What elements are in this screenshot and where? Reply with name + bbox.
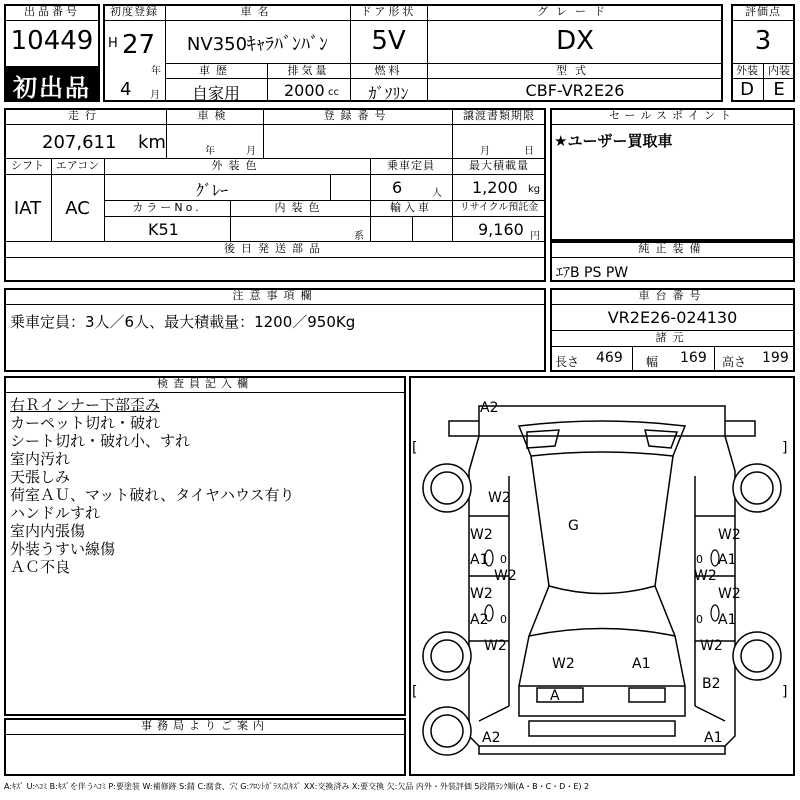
capacity: 6: [392, 178, 403, 197]
capacity-label: 乗車定員: [387, 159, 435, 172]
displacement-unit: cc: [328, 87, 339, 98]
damage-label: A1: [718, 612, 737, 628]
damage-label: A1: [632, 656, 651, 672]
office-label: 事務局よりご案内: [141, 719, 269, 732]
exterior-grade: D: [740, 79, 754, 100]
color-no-label: カラーNo.: [132, 201, 202, 214]
damage-label: ]: [782, 440, 788, 456]
inspector-label: 検査員記入欄: [157, 377, 253, 390]
fuel-label: 燃料: [374, 64, 403, 77]
shift-label: シフト: [11, 159, 44, 172]
notes: 乗車定員：3人／6人、最大積載量：1200／950Kg: [10, 313, 356, 331]
equipment: ｴｱB PS PW: [556, 265, 629, 281]
chassis-number: VR2E26-024130: [607, 308, 738, 327]
inspector-line: 外装うすい線傷: [10, 540, 116, 558]
mileage: 207,611: [42, 132, 117, 153]
mileage-label: 走行: [68, 109, 102, 122]
shift: IAT: [13, 198, 42, 219]
transfer-day-unit: 日: [524, 146, 534, 157]
first-listing-text: 初出品: [13, 74, 91, 102]
history-label: 車歴: [199, 64, 233, 77]
era: H: [108, 36, 118, 51]
damage-label: W2: [470, 527, 493, 543]
damage-label: [: [412, 684, 418, 700]
damage-label: 0: [696, 553, 703, 566]
damage-label: A2: [482, 730, 501, 746]
length: 469: [596, 350, 623, 366]
inspector-line: 室内汚れ: [10, 450, 71, 468]
recycle: 9,160: [478, 220, 524, 239]
inspector-line: 荷室ＡＵ、マット破れ、タイヤハウス有り: [10, 486, 295, 504]
car-name-label: 車名: [240, 5, 275, 18]
damage-label: A1: [704, 730, 723, 746]
score: 3: [754, 26, 772, 56]
damage-label: ]: [782, 684, 788, 700]
damage-label: B2: [702, 676, 721, 692]
later-parts-label: 後日発送部品: [224, 242, 326, 255]
model-code: CBF-VR2E26: [525, 81, 625, 100]
mileage-unit: km: [138, 132, 166, 153]
reg-year: 27: [122, 30, 156, 60]
door-type: 5V: [371, 26, 406, 56]
damage-label: W2: [718, 586, 741, 602]
grade: DX: [556, 26, 594, 56]
damage-label: A1: [470, 552, 489, 568]
model-code-label: 型式: [556, 64, 594, 77]
first-reg-label: 初度登録: [110, 5, 158, 18]
inspector-line: ＡＣ不良: [10, 558, 71, 576]
history: 自家用: [191, 84, 240, 103]
damage-label: W2: [694, 568, 717, 584]
max-load: 1,200: [472, 178, 518, 197]
damage-label: A1: [718, 552, 737, 568]
equipment-label: 純正装備: [638, 242, 707, 255]
damage-label: W2: [488, 490, 511, 506]
damage-label: A2: [470, 612, 489, 628]
import-label: 輸入車: [390, 201, 432, 214]
capacity-unit: 人: [432, 188, 442, 199]
damage-label: W2: [718, 527, 741, 543]
car-name: NV350ｷｬﾗﾊﾞﾝﾊﾞﾝ: [186, 34, 329, 55]
damage-label: 0: [500, 613, 507, 626]
interior-label: 内装: [768, 64, 790, 77]
damage-label: A2: [480, 400, 499, 416]
inspector-line: ハンドルすれ: [10, 504, 101, 522]
inspector-line: シート切れ・破れ小、すれ: [10, 432, 191, 450]
int-color-unit: 系: [354, 231, 364, 242]
inspection-year-unit: 年: [205, 146, 215, 157]
damage-label: A: [550, 688, 560, 704]
grade-label: グレード: [537, 5, 613, 18]
width-label: 幅: [646, 355, 659, 369]
inspector-line: 右Ｒインナー下部歪み: [10, 396, 161, 414]
max-load-label: 最大積載量: [469, 159, 529, 172]
recycle-label: リサイクル預託金: [459, 202, 539, 213]
reg-month: 4: [120, 79, 132, 100]
width: 169: [680, 350, 707, 366]
month-unit: 月: [150, 90, 160, 101]
sales-point: ★ユーザー買取車: [554, 132, 673, 150]
inspection-month-unit: 月: [246, 146, 256, 157]
displacement-label: 排気量: [287, 64, 330, 77]
inspector-line: 天張しみ: [10, 468, 71, 486]
fuel: ｶﾞｿﾘﾝ: [368, 84, 409, 103]
notes-label: 注意事項欄: [232, 289, 318, 302]
int-color-label: 内装色: [274, 201, 326, 214]
chassis-label: 車台番号: [638, 289, 707, 302]
damage-label: W2: [470, 586, 493, 602]
inspector-notes: [10, 396, 295, 576]
lot-number-label: 出品番号: [24, 5, 80, 18]
ac-label: エアコン: [55, 159, 100, 172]
inspector-line: 室内内張傷: [10, 522, 86, 540]
legend: A:ｷｽﾞ U:ﾍｺﾐ B:ｷｽﾞを伴うﾍｺﾐ P:要塗装 W:補修跡 S:錆 C:腐食、穴 G:ﾌﾛﾝﾄｶﾞﾗｽ点ｷｽﾞ XX:交換済み X:要交換 欠:欠品 内外・外装評価 5段階ﾗﾝｸ順(A・B・C・D・E) 2: [4, 782, 590, 791]
year-unit: 年: [151, 66, 161, 77]
ext-color: ｸﾞﾚｰ: [196, 181, 229, 200]
door-label: ドア形状: [360, 5, 417, 18]
length-label: 長さ: [555, 355, 580, 369]
damage-label: G: [568, 518, 579, 534]
ext-color-label: 外装色: [211, 159, 263, 172]
damage-label: 0: [696, 613, 703, 626]
transfer-month-unit: 月: [480, 146, 490, 157]
color-no: K51: [148, 220, 179, 239]
exterior-label: 外装: [736, 64, 758, 77]
lot-number: 10449: [10, 26, 94, 56]
inspection-label: 車検: [197, 109, 232, 122]
height: 199: [762, 350, 789, 366]
interior-grade: E: [773, 79, 785, 100]
transfer-deadline-label: 譲渡書類期限: [463, 109, 535, 122]
car-diagram: [409, 376, 795, 776]
damage-label: 0: [500, 553, 507, 566]
reg-number-label: 登録番号: [323, 109, 392, 122]
damage-label: W2: [700, 638, 723, 654]
recycle-unit: 円: [530, 231, 540, 242]
sales-point-label: セールスポイント: [608, 109, 736, 122]
displacement: 2000: [284, 81, 325, 100]
dims-label: 諸元: [655, 331, 690, 344]
height-label: 高さ: [722, 355, 747, 369]
damage-label: W2: [552, 656, 575, 672]
inspector-line: カーペット切れ・破れ: [10, 414, 161, 432]
damage-label: W2: [494, 568, 517, 584]
max-load-unit: kg: [528, 184, 541, 195]
sales-point-box: [550, 108, 795, 241]
damage-label: [: [412, 440, 418, 456]
damage-label: W2: [484, 638, 507, 654]
ac: AC: [65, 198, 90, 219]
score-label: 評価点: [745, 5, 781, 18]
